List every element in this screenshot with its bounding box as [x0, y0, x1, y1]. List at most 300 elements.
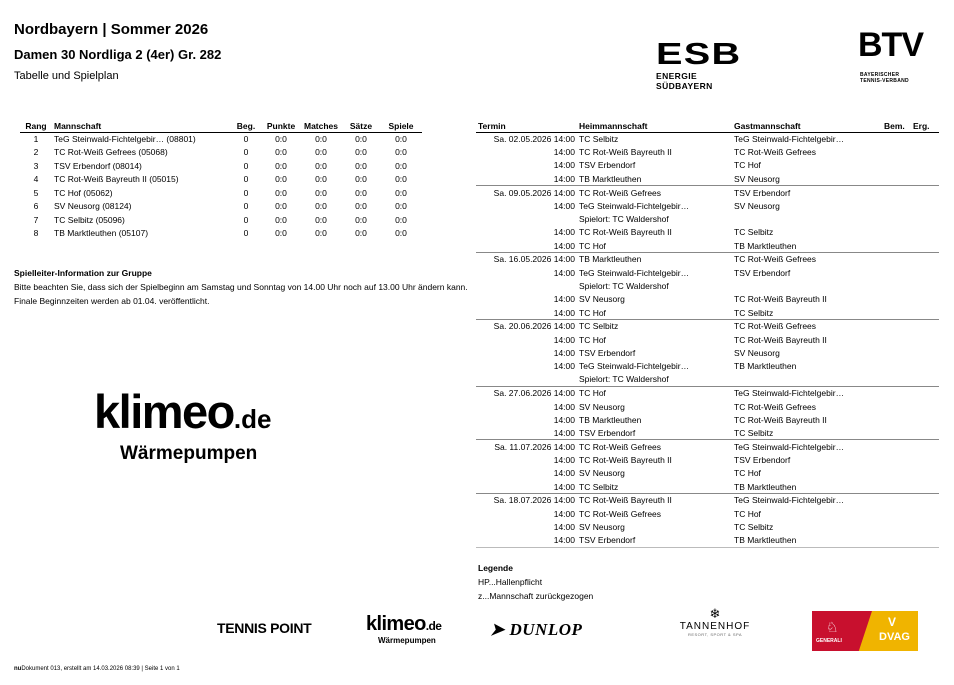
schedule-cell-home: TSV Erbendorf — [579, 160, 636, 171]
schedule-cell-guest: TC Selbitz — [734, 307, 774, 318]
standings-cell-team: SV Neusorg (08124) — [54, 201, 132, 212]
schedule-time: 14:00 — [553, 481, 575, 492]
col-bem: Bem. — [882, 120, 911, 132]
schedule-cell-bem — [882, 480, 911, 493]
schedule-cell-guest: TC Rot-Weiß Gefrees — [732, 319, 882, 332]
klimeo-logo-word-text: klimeo — [94, 385, 234, 438]
schedule-time: 14:00 — [553, 334, 575, 345]
schedule-row — [476, 346, 939, 359]
schedule-cell-guest: TB Marktleuthen — [734, 240, 797, 251]
schedule-time: 14:00 — [553, 347, 575, 358]
schedule-row — [476, 199, 939, 212]
page-subheading: Tabelle und Spielplan — [14, 70, 119, 82]
schedule-cell-bem — [882, 145, 911, 158]
schedule-cell-bem — [882, 507, 911, 520]
schedule-cell-bem — [882, 520, 911, 533]
schedule-cell-termin — [476, 253, 577, 266]
schedule-cell-guest: TC Rot-Weiß Bayreuth II — [734, 294, 827, 305]
schedule-row — [476, 467, 939, 480]
schedule-cell-guest: TC Rot-Weiß Gefrees — [734, 147, 817, 158]
legend-heading: Legende — [478, 563, 513, 573]
schedule-cell-erg — [911, 373, 939, 386]
schedule-cell-termin — [476, 507, 577, 520]
standings-cell-rang: 4 — [33, 174, 39, 185]
schedule-cell-home: TC Hof — [577, 386, 732, 399]
btv-logo — [858, 26, 942, 92]
dunlop-logo-text: DUNLOP — [509, 620, 583, 639]
schedule-time: 14:00 — [553, 187, 575, 198]
schedule-cell-erg — [911, 306, 939, 319]
schedule-cell-home: TC Selbitz — [579, 481, 619, 492]
standings-cell-team: TSV Erbendorf (08014) — [54, 160, 142, 171]
schedule-row — [476, 226, 939, 239]
schedule-row — [476, 186, 939, 199]
standings-row — [20, 146, 422, 160]
schedule-cell-erg — [911, 520, 939, 533]
schedule-cell-guest: TC Rot-Weiß Bayreuth II — [734, 334, 827, 345]
schedule-cell-termin — [476, 360, 577, 373]
schedule-cell-termin — [476, 172, 577, 185]
standings-cell-saetze: 0:0 — [355, 160, 367, 171]
schedule-cell-bem — [882, 319, 911, 332]
schedule-cell-erg — [911, 333, 939, 346]
schedule-cell-erg — [911, 226, 939, 239]
standings-cell-punkte: 0:0 — [275, 228, 287, 239]
schedule-cell-guest: TC Selbitz — [734, 227, 774, 238]
schedule-cell-bem — [882, 212, 911, 225]
schedule-cell-erg — [911, 360, 939, 373]
schedule-cell-guest: TeG Steinwald-Fichtelgebir… — [732, 440, 882, 453]
standings-table — [20, 120, 422, 240]
standings-cell-beg: 0 — [243, 134, 249, 144]
footer-text: Dokument 013, erstellt am 14.03.2026 08:39 | Seite 1 von 1 — [21, 666, 180, 672]
schedule-cell-erg — [911, 239, 939, 252]
schedule-cell-guest: TC Selbitz — [734, 522, 774, 533]
schedule-cell-erg — [911, 413, 939, 426]
esb-logo-subtitle: ENERGIE SÜDBAYERN — [656, 71, 713, 91]
schedule-cell-home: TSV Erbendorf — [577, 534, 732, 547]
schedule-time: 14:00 — [553, 133, 575, 144]
schedule-cell-erg — [911, 199, 939, 212]
schedule-cell-bem — [882, 534, 911, 547]
schedule-cell-home: TC Hof — [579, 240, 606, 251]
schedule-row — [476, 507, 939, 520]
schedule-cell-erg — [911, 427, 939, 440]
schedule-cell-erg — [911, 172, 939, 185]
schedule-row — [476, 266, 939, 279]
tannenhof-icon: ❄ — [709, 606, 721, 621]
col-termin: Termin — [476, 120, 577, 132]
schedule-cell-erg — [911, 453, 939, 466]
schedule-cell-termin — [476, 132, 577, 145]
schedule-cell-bem — [882, 266, 911, 279]
schedule-row — [476, 172, 939, 185]
schedule-cell-home: TC Rot-Weiß Bayreuth II — [579, 227, 672, 238]
schedule-cell-home: TB Marktleuthen — [579, 414, 642, 425]
standings-row — [20, 213, 422, 227]
schedule-cell-home: TSV Erbendorf — [579, 428, 636, 439]
schedule-cell-home: SV Neusorg — [579, 401, 625, 412]
schedule-time: 14:00 — [553, 254, 575, 265]
standings-cell-beg: 0 — [243, 201, 249, 212]
schedule-row — [476, 212, 939, 225]
standings-row — [20, 227, 422, 241]
schedule-cell-termin — [476, 159, 577, 172]
standings-cell-spiele: 0:0 — [395, 160, 407, 171]
standings-cell-saetze: 0:0 — [355, 174, 367, 185]
schedule-cell-termin — [476, 186, 577, 199]
schedule-cell-home: TB Marktleuthen — [579, 173, 642, 184]
schedule-cell-bem — [882, 494, 911, 507]
standings-row — [20, 173, 422, 187]
schedule-cell-bem — [882, 453, 911, 466]
schedule-cell-home: TeG Steinwald-Fichtelgebir… — [579, 361, 690, 372]
tannenhof-logo-subtitle: RESORT, SPORT & SPA — [687, 632, 743, 637]
standings-cell-beg: 0 — [243, 160, 249, 171]
schedule-cell-termin — [476, 212, 577, 225]
schedule-cell-guest — [732, 212, 882, 225]
schedule-cell-guest: TB Marktleuthen — [734, 481, 797, 492]
schedule-date: Sa. 09.05.2026 — [493, 187, 552, 198]
schedule-cell-bem — [882, 226, 911, 239]
standings-cell-spiele: 0:0 — [395, 201, 407, 212]
schedule-cell-erg — [911, 440, 939, 453]
schedule-row — [476, 159, 939, 172]
legend-item: HP...Hallenpflicht — [478, 577, 543, 587]
schedule-cell-home: TC Rot-Weiß Bayreuth II — [579, 147, 672, 158]
standings-cell-punkte: 0:0 — [275, 134, 287, 144]
standings-cell-rang: 8 — [33, 228, 39, 239]
schedule-time: 14:00 — [553, 147, 575, 158]
schedule-date: Sa. 16.05.2026 — [493, 254, 552, 265]
schedule-cell-bem — [882, 373, 911, 386]
schedule-table — [476, 120, 939, 548]
schedule-cell-guest: TC Rot-Weiß Gefrees — [732, 253, 882, 266]
schedule-time: 14:00 — [553, 414, 575, 425]
schedule-time: 14:00 — [553, 495, 575, 506]
standings-cell-team: TB Marktleuthen (05107) — [54, 228, 149, 239]
schedule-time: 14:00 — [553, 294, 575, 305]
dvag-logo-text: DVAG — [879, 631, 910, 643]
schedule-cell-bem — [882, 333, 911, 346]
klimeo-sponsor-word-text: klimeo — [366, 613, 426, 635]
schedule-time: 14:00 — [553, 267, 575, 278]
schedule-cell-bem — [882, 467, 911, 480]
generali-lion-icon: ♘ — [826, 619, 839, 635]
schedule-time: 14:00 — [553, 522, 575, 533]
schedule-cell-termin — [476, 520, 577, 533]
schedule-row — [476, 333, 939, 346]
klimeo-sponsor-logo — [366, 614, 456, 645]
schedule-cell-termin — [476, 534, 577, 547]
klimeo-sponsor-subtitle: Wärmepumpen — [378, 636, 436, 645]
standings-cell-beg: 0 — [243, 228, 249, 239]
standings-cell-matches: 0:0 — [315, 134, 327, 144]
schedule-cell-erg — [911, 145, 939, 158]
standings-row — [20, 132, 422, 146]
btv-logo-subtitle — [860, 72, 909, 84]
schedule-cell-home: TC Selbitz — [579, 133, 619, 144]
schedule-cell-termin — [476, 386, 577, 399]
page-footer — [14, 666, 180, 672]
schedule-cell-termin — [476, 279, 577, 292]
standings-cell-matches: 0:0 — [315, 174, 327, 185]
schedule-row — [476, 413, 939, 426]
schedule-cell-termin — [476, 306, 577, 319]
schedule-cell-erg — [911, 186, 939, 199]
standings-cell-team: TC Selbitz (05096) — [54, 214, 125, 225]
standings-cell-punkte: 0:0 — [275, 147, 287, 158]
schedule-cell-guest: TSV Erbendorf — [734, 455, 791, 466]
standings-cell-saetze: 0:0 — [355, 214, 367, 225]
schedule-cell-erg — [911, 132, 939, 145]
schedule-cell-home: TC Rot-Weiß Gefrees — [577, 440, 732, 453]
schedule-time: 14:00 — [553, 401, 575, 412]
schedule-cell-erg — [911, 346, 939, 359]
schedule-cell-guest: TB Marktleuthen — [732, 534, 882, 547]
schedule-cell-guest: TC Rot-Weiß Bayreuth II — [734, 414, 827, 425]
schedule-time: 14:00 — [553, 200, 575, 211]
schedule-cell-guest: TC Hof — [734, 160, 761, 171]
schedule-cell-bem — [882, 413, 911, 426]
schedule-cell-bem — [882, 172, 911, 185]
schedule-cell-termin — [476, 226, 577, 239]
standings-cell-saetze: 0:0 — [355, 187, 367, 198]
klimeo-logo-suffix: .de — [233, 404, 272, 434]
schedule-cell-guest: TSV Erbendorf — [734, 267, 791, 278]
standings-cell-beg: 0 — [243, 147, 249, 158]
schedule-time: 14:00 — [553, 227, 575, 238]
schedule-cell-bem — [882, 199, 911, 212]
schedule-time: 14:00 — [553, 441, 575, 452]
standings-cell-spiele: 0:0 — [395, 228, 407, 239]
standings-row — [20, 159, 422, 173]
standings-cell-punkte: 0:0 — [275, 201, 287, 212]
schedule-row — [476, 520, 939, 533]
col-heimmannschaft: Heimmannschaft — [577, 120, 732, 132]
schedule-cell-termin — [476, 494, 577, 507]
standings-cell-saetze: 0:0 — [355, 147, 367, 158]
standings-cell-punkte: 0:0 — [275, 187, 287, 198]
schedule-time: 14:00 — [553, 240, 575, 251]
schedule-cell-home: TC Rot-Weiß Gefrees — [577, 186, 732, 199]
schedule-row — [476, 373, 939, 386]
schedule-cell-guest: TeG Steinwald-Fichtelgebir… — [732, 494, 882, 507]
schedule-cell-guest — [732, 373, 882, 386]
schedule-row — [476, 239, 939, 252]
standings-cell-spiele: 0:0 — [395, 147, 407, 158]
schedule-time: 14:00 — [553, 428, 575, 439]
schedule-row — [476, 440, 939, 453]
schedule-cell-erg — [911, 386, 939, 399]
schedule-cell-guest: TB Marktleuthen — [734, 361, 797, 372]
schedule-cell-termin — [476, 293, 577, 306]
schedule-time: 14:00 — [553, 307, 575, 318]
page-title: Nordbayern | Sommer 2026 — [14, 21, 209, 38]
schedule-date: Sa. 02.05.2026 — [493, 133, 552, 144]
schedule-cell-bem — [882, 306, 911, 319]
schedule-row — [476, 427, 939, 440]
standings-cell-matches: 0:0 — [315, 214, 327, 225]
standings-cell-rang: 7 — [33, 214, 39, 225]
klimeo-sponsor-word — [366, 614, 456, 636]
standings-cell-matches: 0:0 — [315, 201, 327, 212]
standings-cell-matches: 0:0 — [315, 228, 327, 239]
schedule-cell-guest: TeG Steinwald-Fichtelgebir… — [734, 133, 845, 144]
standings-cell-matches: 0:0 — [315, 187, 327, 198]
col-rang: Rang — [20, 120, 52, 132]
schedule-time: 14:00 — [553, 455, 575, 466]
schedule-cell-home: TSV Erbendorf — [579, 347, 636, 358]
standings-cell-matches: 0:0 — [315, 160, 327, 171]
schedule-time: 14:00 — [553, 508, 575, 519]
schedule-cell-termin — [476, 413, 577, 426]
schedule-date: Sa. 27.06.2026 — [493, 388, 552, 399]
schedule-cell-guest: SV Neusorg — [734, 347, 780, 358]
schedule-cell-bem — [882, 440, 911, 453]
schedule-cell-home: TB Marktleuthen — [577, 253, 732, 266]
schedule-row — [476, 293, 939, 306]
standings-cell-spiele: 0:0 — [395, 214, 407, 225]
col-punkte: Punkte — [262, 120, 300, 132]
schedule-cell-home: Spielort: TC Waldershof — [579, 214, 669, 225]
schedule-cell-bem — [882, 159, 911, 172]
schedule-cell-home: TC Hof — [579, 307, 606, 318]
schedule-cell-guest: TeG Steinwald-Fichtelgebir… — [732, 386, 882, 399]
schedule-cell-termin — [476, 319, 577, 332]
schedule-cell-erg — [911, 279, 939, 292]
schedule-cell-erg — [911, 293, 939, 306]
schedule-row — [476, 319, 939, 332]
standings-cell-saetze: 0:0 — [355, 228, 367, 239]
standings-cell-rang: 3 — [33, 160, 39, 171]
schedule-row — [476, 279, 939, 292]
schedule-time: 14:00 — [553, 468, 575, 479]
schedule-cell-guest: TC Hof — [734, 508, 761, 519]
schedule-row — [476, 386, 939, 399]
btv-logo-sub2: TENNIS-VERBAND — [860, 78, 909, 84]
standings-cell-team: TC Rot-Weiß Gefrees (05068) — [54, 147, 168, 158]
col-saetze: Sätze — [342, 120, 380, 132]
generali-logo-text: GENERALI — [816, 638, 842, 644]
schedule-cell-erg — [911, 494, 939, 507]
standings-cell-beg: 0 — [243, 174, 249, 185]
standings-row — [20, 200, 422, 214]
standings-cell-spiele: 0:0 — [395, 187, 407, 198]
standings-cell-spiele: 0:0 — [395, 134, 407, 144]
btv-logo-mark: BTV — [858, 26, 923, 64]
schedule-cell-erg — [911, 319, 939, 332]
btv-logo-sub1: BAYERISCHER — [860, 72, 900, 78]
schedule-time: 14:00 — [553, 321, 575, 332]
standings-header-row — [20, 120, 422, 132]
schedule-cell-bem — [882, 132, 911, 145]
schedule-cell-guest: TSV Erbendorf — [732, 186, 882, 199]
schedule-cell-bem — [882, 427, 911, 440]
dunlop-icon: ➤ — [490, 620, 505, 639]
schedule-row — [476, 480, 939, 493]
standings-cell-matches: 0:0 — [315, 147, 327, 158]
klimeo-logo-word — [94, 387, 316, 444]
standings-cell-saetze: 0:0 — [355, 134, 367, 144]
schedule-time: 14:00 — [553, 160, 575, 171]
schedule-cell-bem — [882, 386, 911, 399]
tennispoint-logo: TENNIS POINT — [217, 620, 312, 636]
schedule-cell-termin — [476, 266, 577, 279]
schedule-row — [476, 400, 939, 413]
standings-row — [20, 186, 422, 200]
schedule-cell-termin — [476, 440, 577, 453]
schedule-cell-termin — [476, 453, 577, 466]
schedule-cell-guest: SV Neusorg — [734, 200, 780, 211]
dvag-v-icon: V — [888, 615, 897, 629]
dunlop-logo — [490, 620, 582, 640]
schedule-cell-erg — [911, 467, 939, 480]
col-matches: Matches — [300, 120, 342, 132]
schedule-time: 14:00 — [553, 388, 575, 399]
schedule-cell-termin — [476, 373, 577, 386]
col-mannschaft: Mannschaft — [52, 120, 230, 132]
tannenhof-logo-text: TANNENHOF — [679, 621, 751, 632]
schedule-row — [476, 306, 939, 319]
schedule-cell-home: SV Neusorg — [579, 522, 625, 533]
standings-cell-team: TC Rot-Weiß Bayreuth II (05015) — [54, 174, 179, 185]
schedule-cell-termin — [476, 333, 577, 346]
standings-cell-beg: 0 — [243, 187, 249, 198]
standings-cell-spiele: 0:0 — [395, 174, 407, 185]
standings-cell-punkte: 0:0 — [275, 214, 287, 225]
schedule-row — [476, 145, 939, 158]
schedule-cell-home: TeG Steinwald-Fichtelgebir… — [579, 200, 690, 211]
schedule-date: Sa. 20.06.2026 — [493, 321, 552, 332]
schedule-cell-erg — [911, 159, 939, 172]
schedule-cell-termin — [476, 346, 577, 359]
schedule-cell-termin — [476, 400, 577, 413]
schedule-cell-home: TC Rot-Weiß Bayreuth II — [579, 455, 672, 466]
standings-cell-saetze: 0:0 — [355, 201, 367, 212]
standings-cell-punkte: 0:0 — [275, 174, 287, 185]
col-beg: Beg. — [230, 120, 262, 132]
schedule-row — [476, 453, 939, 466]
klimeo-sponsor-suffix: .de — [425, 619, 442, 633]
info-text: Bitte beachten Sie, dass sich der Spielbeginn am Samstag und Sonntag von 14.00 Uhr noch auf 13.00 Uhr ändern kann. Finale Beginnzeiten werden ab 01.04. veröffentlicht. — [14, 282, 468, 306]
schedule-row — [476, 253, 939, 266]
schedule-cell-home: SV Neusorg — [579, 294, 625, 305]
info-heading: Spielleiter-Information zur Gruppe — [14, 268, 152, 278]
group-title: Damen 30 Nordliga 2 (4er) Gr. 282 — [14, 47, 222, 62]
schedule-cell-guest: TC Rot-Weiß Gefrees — [734, 401, 817, 412]
schedule-cell-bem — [882, 293, 911, 306]
schedule-cell-home: TC Selbitz — [577, 319, 732, 332]
schedule-date: Sa. 11.07.2026 — [494, 441, 552, 452]
schedule-cell-home: TC Rot-Weiß Bayreuth II — [577, 494, 732, 507]
schedule-cell-guest: TC Hof — [734, 468, 761, 479]
schedule-cell-home: SV Neusorg — [579, 468, 625, 479]
klimeo-logo-subtitle: Wärmepumpen — [120, 443, 258, 464]
schedule-cell-bem — [882, 253, 911, 266]
schedule-time: 14:00 — [553, 361, 575, 372]
esb-logo — [656, 36, 756, 91]
standings-cell-team: TeG Steinwald-Fichtelgebir… (08801) — [54, 134, 196, 144]
schedule-row — [476, 360, 939, 373]
schedule-date: Sa. 18.07.2026 — [493, 495, 552, 506]
schedule-cell-termin — [476, 427, 577, 440]
standings-cell-beg: 0 — [243, 214, 249, 225]
standings-cell-punkte: 0:0 — [275, 160, 287, 171]
schedule-cell-erg — [911, 400, 939, 413]
schedule-time: 14:00 — [553, 173, 575, 184]
schedule-cell-termin — [476, 467, 577, 480]
